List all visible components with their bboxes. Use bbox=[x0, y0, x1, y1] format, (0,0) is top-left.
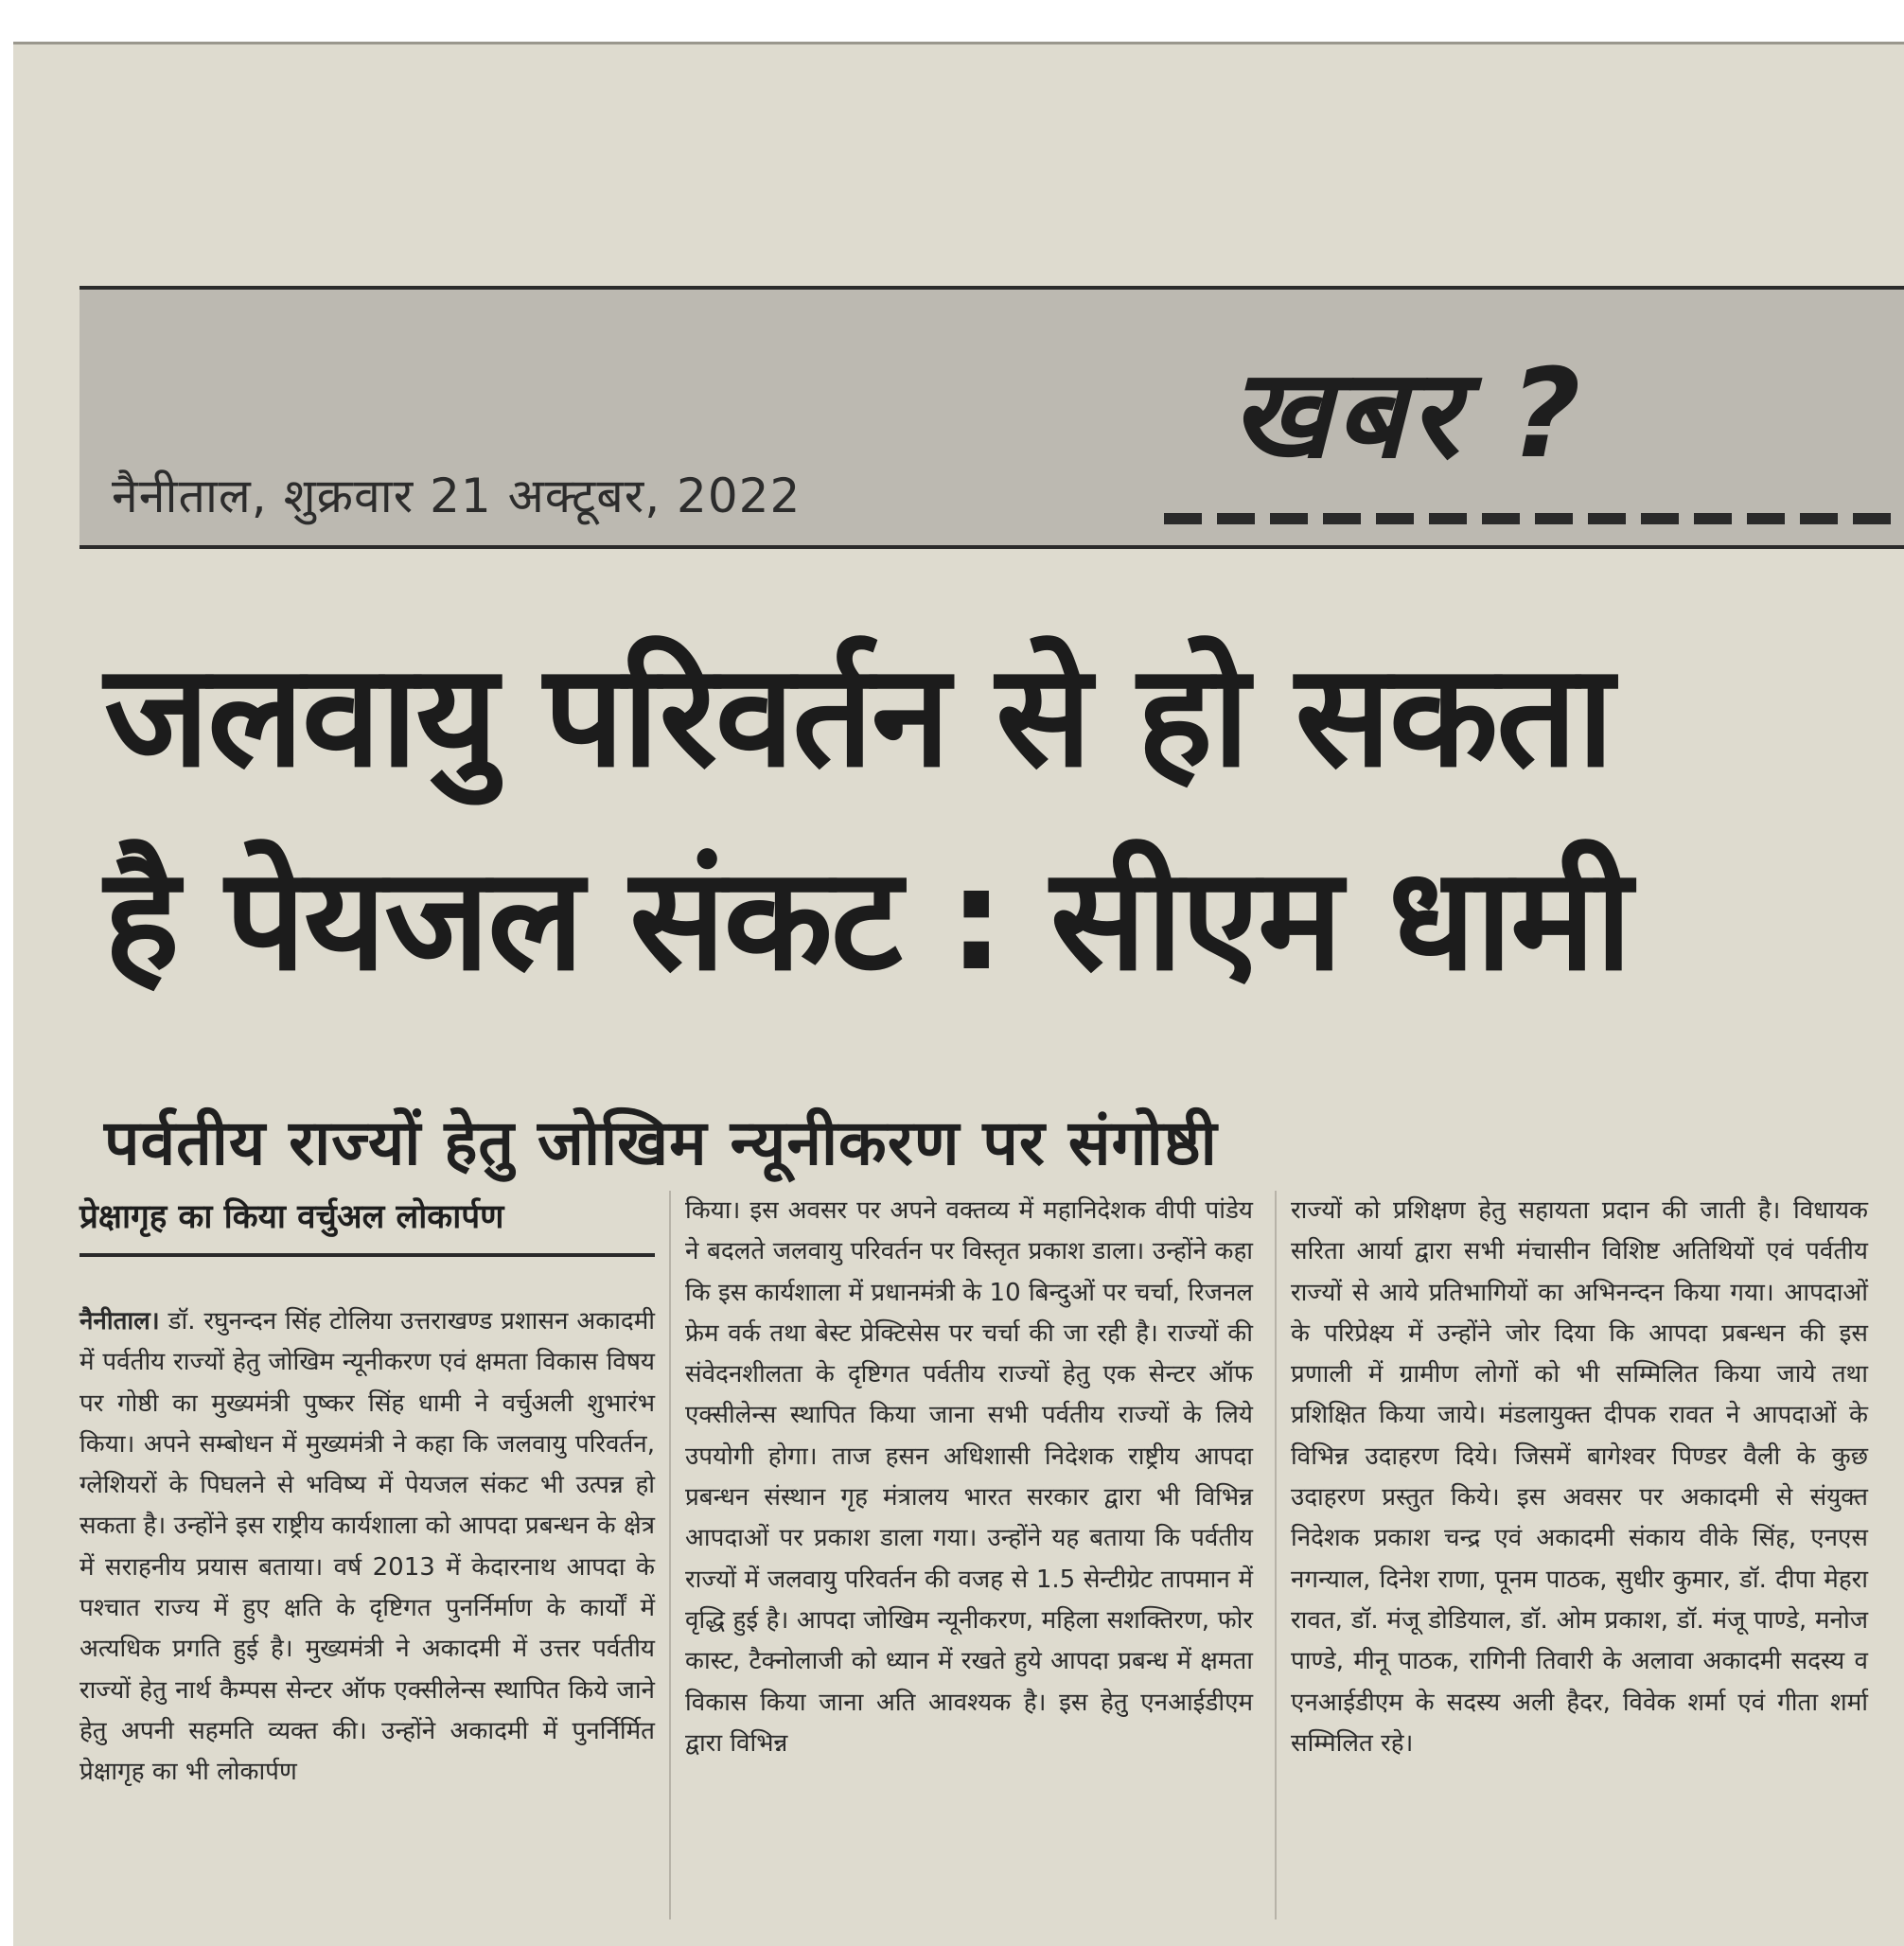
dateline: नैनीताल, शुक्रवार 21 अक्टूबर, 2022 bbox=[112, 469, 802, 523]
article-column-1 bbox=[79, 1301, 655, 1794]
article-column-2 bbox=[685, 1191, 1253, 1764]
side-heading: प्रेक्षागृह का किया वर्चुअल लोकार्पण bbox=[79, 1191, 655, 1257]
column-3-text: राज्यों को प्रशिक्षण हेतु सहायता प्रदान की जाती है। विधायक सरिता आर्या द्वारा सभी मंचासीन विशिष्ट अतिथियों एवं पर्वतीय राज्यों से आये प्रतिभागियों का अभिनन्दन किया गया। आपदाओं के परिप्रेक्ष्य में उन्होंने जोर दिया कि आपदा प्रबन्धन की इस प्रणाली में ग्रामीण लोगों को भी सम्मिलित किया जाये तथा प्रशिक्षित किया जाये। मंडलायुक्त दीपक रावत ने आपदाओं के विभिन्न उदाहरण दिये। जिसमें बागेश्वर पिण्डर वैली के कुछ उदाहरण प्रस्तुत किये। इस अवसर पर अकादमी से संयुक्त निदेशक प्रकाश चन्द्र एवं अकादमी संकाय वीके सिंह, एनएस नगन्याल, दिनेश राणा, पूनम पाठक, सुधीर कुमार, डॉ. दीपा मेहरा रावत, डॉ. मंजू डोडियाल, डॉ. ओम प्रकाश, डॉ. मंजू पाण्डे, मनोज पाण्डे, मीनू पाठक, रागिनी तिवारी के अलावा अकादमी सदस्य व एनआईडीएम के सदस्य अली हैदर, विवेक शर्मा एवं गीता शर्मा सम्मिलित रहे। bbox=[1291, 1196, 1868, 1758]
column-divider bbox=[1275, 1191, 1277, 1919]
column-2-text: किया। इस अवसर पर अपने वक्तव्य में महानिदेशक वीपी पांडेय ने बदलते जलवायु परिवर्तन पर विस्तृत प्रकाश डाला। उन्होंने कहा कि इस कार्यशाला में प्रधानमंत्री के 10 बिन्दुओं पर चर्चा, रिजनल फ्रेम वर्क तथा बेस्ट प्रेक्टिसेस पर चर्चा की जा रही है। राज्यों की संवेदनशीलता के दृष्टिगत पर्वतीय राज्यों हेतु एक सेन्टर ऑफ एक्सीलेन्स स्थापित किया जाना सभी पर्वतीय राज्यों के लिये उपयोगी होगा। ताज हसन अधिशासी निदेशक राष्ट्रीय आपदा प्रबन्धन संस्थान गृह मंत्रालय भारत सरकार द्वारा भी विभिन्न आपदाओं पर प्रकाश डाला गया। उन्होंने यह बताया कि पर्वतीय राज्यों में जलवायु परिवर्तन की वजह से 1.5 सेन्टीग्रेट तापमान में वृद्धि हुई है। आपदा जोखिम न्यूनीकरण, महिला सशक्तिरण, फोर कास्ट, टैक्नोलाजी को ध्यान में रखते हुये आपदा प्रबन्ध में क्षमता विकास किया जाना अति आवश्यक है। इस हेतु एनआईडीएम द्वारा विभिन्न bbox=[685, 1196, 1253, 1758]
article-column-3 bbox=[1291, 1191, 1868, 1764]
headline bbox=[104, 615, 1883, 1022]
place-tag: नैनीताल। bbox=[79, 1307, 160, 1336]
subheadline: पर्वतीय राज्यों हेतु जोखिम न्यूनीकरण पर संगोष्ठी bbox=[104, 1106, 1218, 1179]
newspaper-brand: खबर ? bbox=[1230, 342, 1585, 486]
masthead-dash-rule bbox=[1164, 513, 1904, 524]
headline-line-2: है पेयजल संकट : सीएम धामी bbox=[104, 838, 1631, 1002]
column-divider bbox=[669, 1191, 671, 1919]
column-1-text: डॉ. रघुनन्दन सिंह टोलिया उत्तराखण्ड प्रशासन अकादमी में पर्वतीय राज्यों हेतु जोखिम न्यूनीकरण एवं क्षमता विकास विषय पर गोष्ठी का मुख्यमंत्री पुष्कर सिंह धामी ने वर्चुअली शुभारंभ किया। अपने सम्बोधन में मुख्यमंत्री ने कहा कि जलवायु परिवर्तन, ग्लेशियरों के पिघलने से भविष्य में पेयजल संकट भी उत्पन्न हो सकता है। उन्होंने इस राष्ट्रीय कार्यशाला को आपदा प्रबन्धन के क्षेत्र में सराहनीय प्रयास बताया। वर्ष 2013 में केदारनाथ आपदा के पश्चात राज्य में हुए क्षति के दृष्टिगत पुनर्निर्माण के कार्यों में अत्यधिक प्रगति हुई है। मुख्यमंत्री ने अकादमी में उत्तर पर्वतीय राज्यों हेतु नार्थ कैम्पस सेन्टर ऑफ एक्सीलेन्स स्थापित किये जाने हेतु अपनी सहमति व्यक्त की। उन्होंने अकादमी में पुनर्निर्मित प्रेक्षागृह का भी लोकार्पण bbox=[79, 1307, 655, 1787]
headline-line-1: जलवायु परिवर्तन से हो सकता bbox=[104, 634, 1613, 799]
